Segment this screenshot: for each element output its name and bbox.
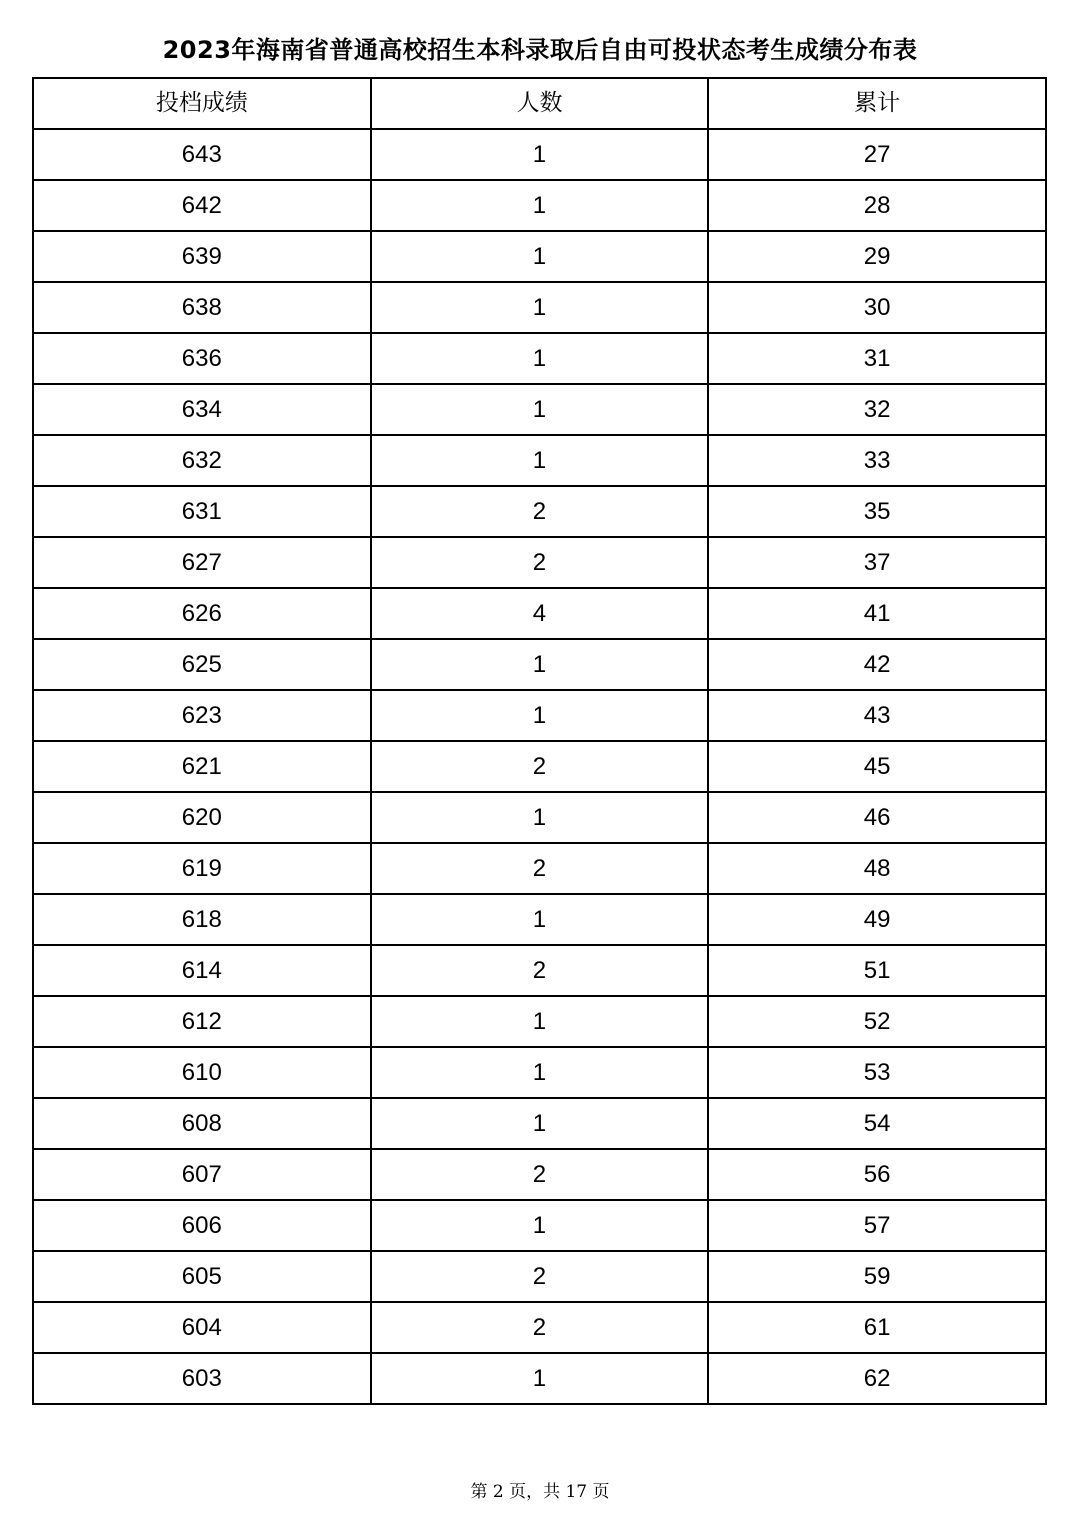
- cell-count: 2: [371, 1149, 709, 1200]
- table-row: [33, 1098, 1046, 1149]
- cell-cumulative: 54: [708, 1098, 1046, 1149]
- cell-cumulative: 42: [708, 639, 1046, 690]
- cell-score: 610: [33, 1047, 371, 1098]
- table-row: [33, 1353, 1046, 1404]
- table-row: [33, 639, 1046, 690]
- table-header-row: [33, 78, 1046, 129]
- table-row: [33, 792, 1046, 843]
- table-row: [33, 180, 1046, 231]
- table-row: [33, 486, 1046, 537]
- cell-count: 1: [371, 1098, 709, 1149]
- cell-cumulative: 32: [708, 384, 1046, 435]
- cell-score: 606: [33, 1200, 371, 1251]
- cell-cumulative: 49: [708, 894, 1046, 945]
- cell-cumulative: 27: [708, 129, 1046, 180]
- cell-count: 4: [371, 588, 709, 639]
- table-row: [33, 1251, 1046, 1302]
- cell-cumulative: 56: [708, 1149, 1046, 1200]
- table-row: [33, 1149, 1046, 1200]
- table-row: [33, 690, 1046, 741]
- table-row: [33, 894, 1046, 945]
- cell-score: 631: [33, 486, 371, 537]
- cell-score: 626: [33, 588, 371, 639]
- cell-score: 642: [33, 180, 371, 231]
- cell-score: 632: [33, 435, 371, 486]
- cell-cumulative: 61: [708, 1302, 1046, 1353]
- cell-cumulative: 43: [708, 690, 1046, 741]
- cell-score: 618: [33, 894, 371, 945]
- cell-score: 638: [33, 282, 371, 333]
- cell-cumulative: 51: [708, 945, 1046, 996]
- cell-score: 643: [33, 129, 371, 180]
- table-row: [33, 435, 1046, 486]
- cell-count: 1: [371, 435, 709, 486]
- cell-count: 2: [371, 741, 709, 792]
- cell-score: 625: [33, 639, 371, 690]
- cell-count: 1: [371, 792, 709, 843]
- table-row: [33, 1200, 1046, 1251]
- cell-cumulative: 33: [708, 435, 1046, 486]
- cell-cumulative: 52: [708, 996, 1046, 1047]
- cell-count: 2: [371, 843, 709, 894]
- cell-cumulative: 46: [708, 792, 1046, 843]
- column-header-count: 人数: [371, 78, 709, 129]
- cell-count: 2: [371, 1251, 709, 1302]
- cell-cumulative: 28: [708, 180, 1046, 231]
- cell-count: 2: [371, 1302, 709, 1353]
- cell-count: 1: [371, 231, 709, 282]
- page-number-footer: 第 2 页，共 17 页: [470, 1482, 610, 1502]
- cell-count: 1: [371, 996, 709, 1047]
- cell-cumulative: 45: [708, 741, 1046, 792]
- cell-cumulative: 59: [708, 1251, 1046, 1302]
- table-row: [33, 588, 1046, 639]
- cell-cumulative: 53: [708, 1047, 1046, 1098]
- table-body: [33, 129, 1046, 1404]
- cell-cumulative: 35: [708, 486, 1046, 537]
- cell-score: 608: [33, 1098, 371, 1149]
- cell-count: 1: [371, 1200, 709, 1251]
- document-title: 2023年海南省普通高校招生本科录取后自由可投状态考生成绩分布表: [162, 36, 918, 64]
- cell-count: 1: [371, 384, 709, 435]
- cell-score: 619: [33, 843, 371, 894]
- cell-count: 2: [371, 945, 709, 996]
- cell-score: 603: [33, 1353, 371, 1404]
- table-row: [33, 231, 1046, 282]
- table-header: [33, 78, 1046, 129]
- column-header-cumulative: 累计: [708, 78, 1046, 129]
- cell-cumulative: 48: [708, 843, 1046, 894]
- cell-count: 1: [371, 333, 709, 384]
- table-row: [33, 1047, 1046, 1098]
- table-row: [33, 282, 1046, 333]
- cell-score: 614: [33, 945, 371, 996]
- cell-score: 620: [33, 792, 371, 843]
- cell-score: 623: [33, 690, 371, 741]
- cell-score: 612: [33, 996, 371, 1047]
- cell-score: 627: [33, 537, 371, 588]
- table-row: [33, 1302, 1046, 1353]
- cell-count: 1: [371, 690, 709, 741]
- score-distribution-table: [32, 77, 1047, 1405]
- cell-score: 636: [33, 333, 371, 384]
- table-row: [33, 843, 1046, 894]
- cell-score: 605: [33, 1251, 371, 1302]
- table-row: [33, 129, 1046, 180]
- table-row: [33, 537, 1046, 588]
- cell-score: 639: [33, 231, 371, 282]
- table-row: [33, 384, 1046, 435]
- cell-score: 607: [33, 1149, 371, 1200]
- cell-score: 604: [33, 1302, 371, 1353]
- table-row: [33, 945, 1046, 996]
- cell-count: 1: [371, 180, 709, 231]
- cell-count: 1: [371, 1353, 709, 1404]
- table-row: [33, 333, 1046, 384]
- cell-count: 1: [371, 129, 709, 180]
- cell-count: 2: [371, 537, 709, 588]
- table-row: [33, 996, 1046, 1047]
- column-header-score: 投档成绩: [33, 78, 371, 129]
- cell-count: 1: [371, 894, 709, 945]
- cell-cumulative: 57: [708, 1200, 1046, 1251]
- cell-count: 1: [371, 282, 709, 333]
- table-row: [33, 741, 1046, 792]
- cell-cumulative: 31: [708, 333, 1046, 384]
- cell-cumulative: 37: [708, 537, 1046, 588]
- cell-cumulative: 29: [708, 231, 1046, 282]
- cell-score: 634: [33, 384, 371, 435]
- cell-cumulative: 30: [708, 282, 1046, 333]
- cell-count: 2: [371, 486, 709, 537]
- cell-cumulative: 41: [708, 588, 1046, 639]
- cell-count: 1: [371, 1047, 709, 1098]
- cell-score: 621: [33, 741, 371, 792]
- cell-count: 1: [371, 639, 709, 690]
- cell-cumulative: 62: [708, 1353, 1046, 1404]
